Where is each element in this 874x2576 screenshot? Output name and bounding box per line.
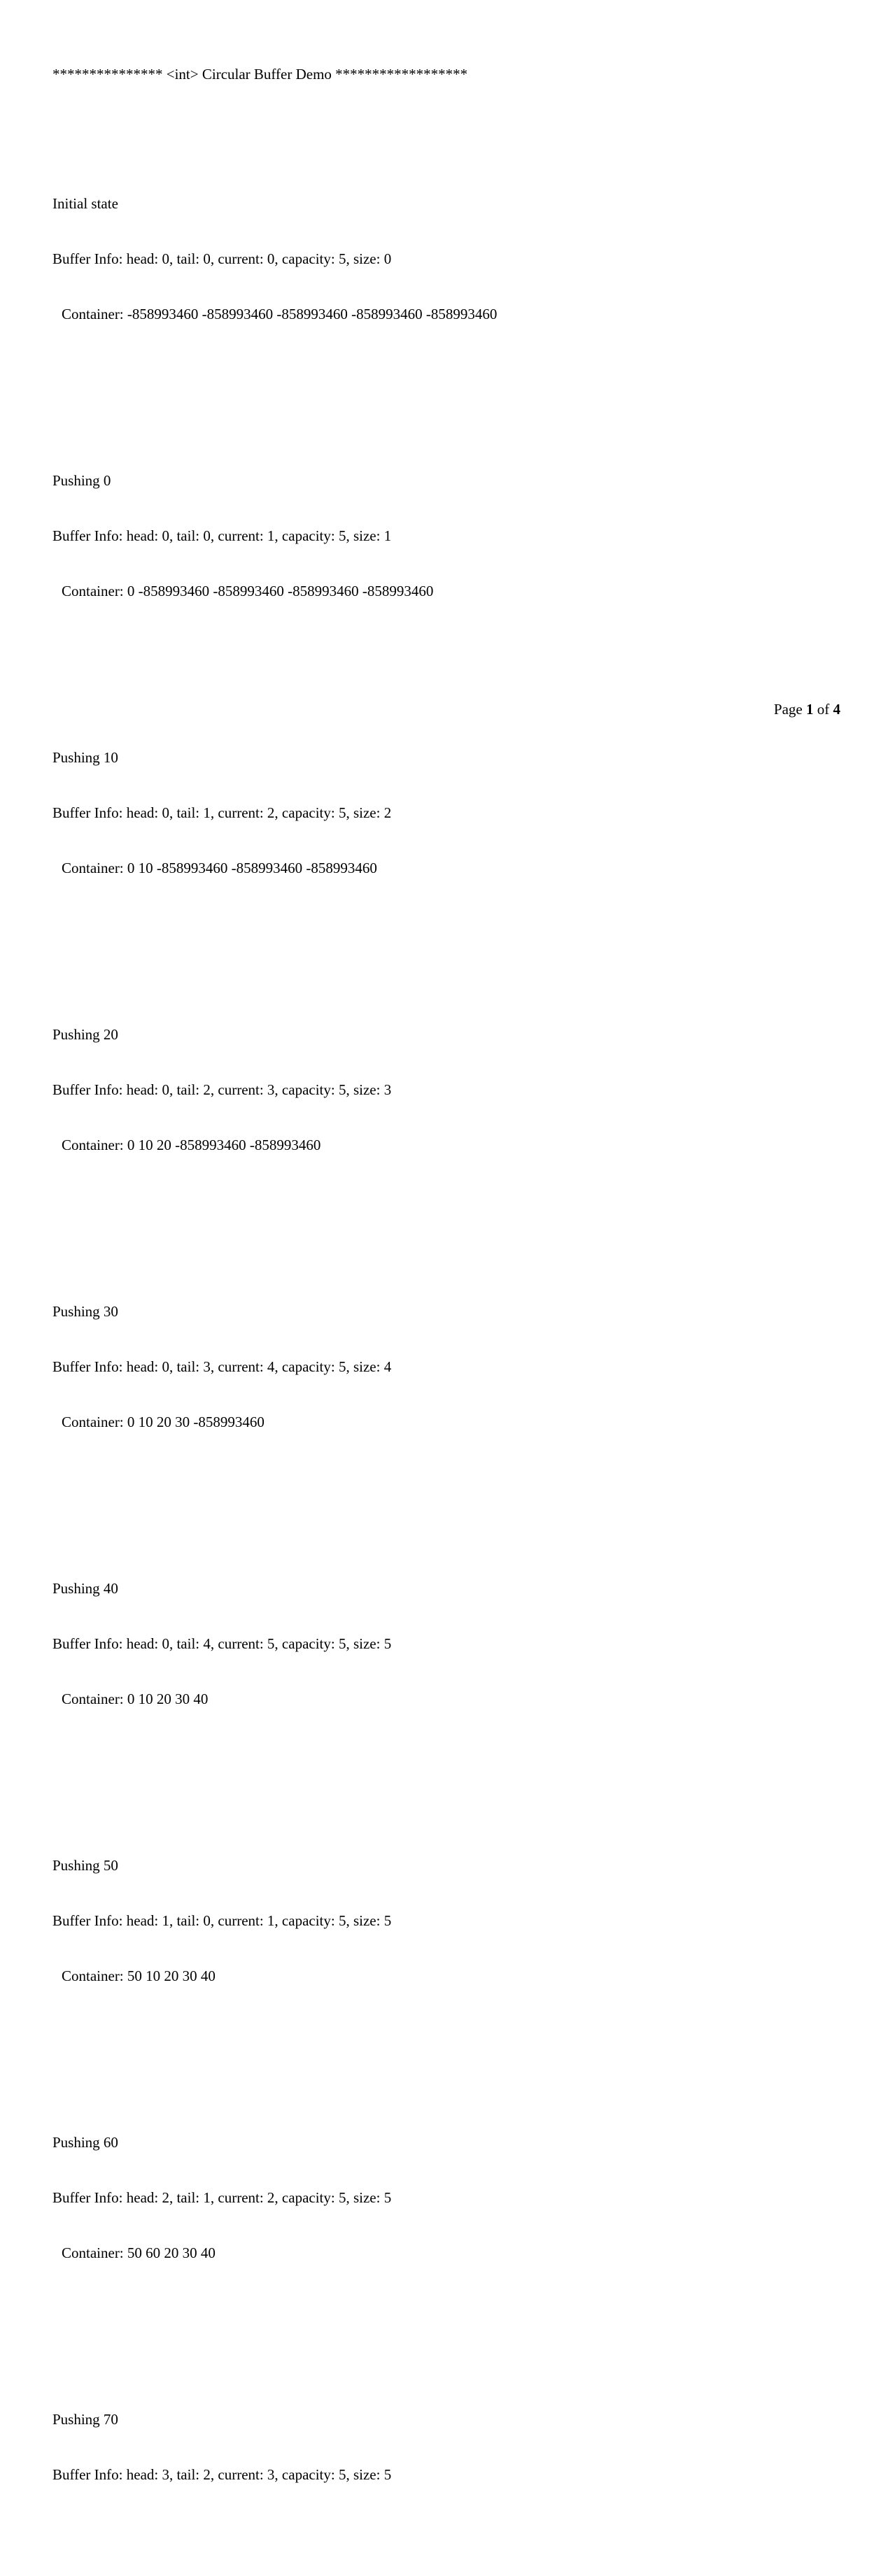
buffer-block-initial [52, 157, 497, 360]
buffer-block-push-60 [52, 2096, 497, 2299]
buffer-info-line: Buffer Info: head: 0, tail: 0, current: 0, capacity: 5, size: 0 [52, 250, 392, 267]
of-word: of [817, 701, 830, 718]
container-line: Container: 0 10 20 -858993460 -858993460 [62, 1137, 321, 1154]
block-heading: Pushing 20 [52, 1025, 118, 1043]
container-line: Container: 0 10 20 30 -858993460 [62, 1414, 265, 1431]
container-line: Container: 0 10 -858993460 -858993460 -858993460 [62, 860, 377, 877]
buffer-block-push-20 [52, 988, 497, 1191]
page-word: Page [773, 701, 803, 718]
block-heading: Pushing 60 [52, 2133, 118, 2151]
buffer-info-line: Buffer Info: head: 0, tail: 0, current: 1, capacity: 5, size: 1 [52, 527, 392, 544]
buffer-info-line: Buffer Info: head: 0, tail: 2, current: 3, capacity: 5, size: 3 [52, 1081, 392, 1098]
buffer-block-push-70 [52, 2373, 497, 2521]
buffer-block-push-50 [52, 1819, 497, 2022]
block-heading: Pushing 10 [52, 748, 118, 766]
buffer-info-line: Buffer Info: head: 0, tail: 4, current: 5, capacity: 5, size: 5 [52, 1635, 392, 1652]
container-line: Container: 50 10 20 30 40 [62, 1967, 216, 1985]
container-line: Container: -858993460 -858993460 -858993460 -858993460 -858993460 [62, 306, 498, 323]
buffer-block-push-10 [52, 711, 497, 914]
buffer-block-push-0 [52, 434, 497, 637]
container-line: Container: 0 10 20 30 40 [62, 1691, 209, 1708]
buffer-info-line: Buffer Info: head: 3, tail: 2, current: 3, capacity: 5, size: 5 [52, 2466, 392, 2484]
buffer-info-line: Buffer Info: head: 1, tail: 0, current: 1, capacity: 5, size: 5 [52, 1912, 392, 1930]
buffer-info-line: Buffer Info: head: 0, tail: 1, current: 2, capacity: 5, size: 2 [52, 804, 392, 821]
block-heading: Pushing 50 [52, 1856, 118, 1874]
block-heading: Pushing 30 [52, 1302, 118, 1320]
page-number-footer [774, 700, 840, 718]
buffer-block-push-30 [52, 1265, 497, 1468]
block-heading: Pushing 0 [52, 471, 111, 489]
total-pages-number: 4 [833, 701, 840, 718]
block-heading: Pushing 40 [52, 1579, 118, 1597]
document-body [52, 28, 497, 2576]
buffer-block-push-40 [52, 1542, 497, 1745]
container-line: Container: 50 60 20 30 40 [62, 2244, 216, 2262]
current-page-number: 1 [806, 701, 814, 718]
document-title: *************** <int> Circular Buffer Demo ****************** [52, 65, 468, 83]
buffer-info-line: Buffer Info: head: 2, tail: 1, current: 2, capacity: 5, size: 5 [52, 2189, 392, 2207]
container-line: Container: 0 -858993460 -858993460 -858993460 -858993460 [62, 583, 434, 600]
block-heading: Pushing 70 [52, 2410, 118, 2428]
buffer-info-line: Buffer Info: head: 0, tail: 3, current: 4, capacity: 5, size: 4 [52, 1358, 392, 1375]
block-heading: Initial state [52, 194, 118, 212]
